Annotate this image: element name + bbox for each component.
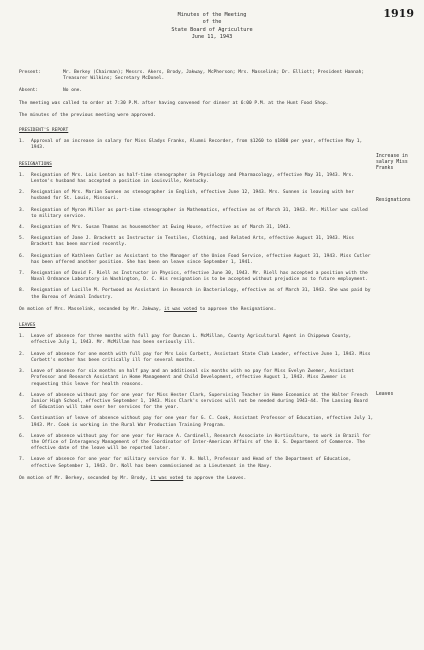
list-item: 3. Resignation of Myron Miller as part-time stenographer in Mathematics, effective as of March 31, 1943. Mr. Miller was called to military service. — [19, 207, 368, 219]
presidents-report-heading: PRESIDENT'S REPORT — [19, 128, 69, 134]
absent-label: Absent: — [19, 88, 39, 94]
margin-note-salary: Increase in salary Miss Franks — [376, 154, 408, 172]
header-date: June 11, 1943 — [191, 34, 233, 41]
list-item: 2. Leave of absence for one month with full pay for Mrs Lois Corbett, Assistant State Club Leader, effective June 1, 1943. Miss Corbett's mother has been critically ill for several months. — [19, 351, 371, 363]
page-number: 1919 — [383, 7, 414, 20]
list-item: 6. Resignation of Kathleen Cutler as Assistant to the Manager of the Union Food Service, effective August 31, 1943. Miss Cutler has been offered another position. She has been on leave since September 1, 1941. — [19, 253, 371, 265]
resignations-list — [19, 173, 374, 301]
resignations-heading: RESIGNATIONS — [19, 161, 52, 167]
list-item: 1. Approval of an increase in salary for Miss Gladys Franks, Alumni Recorder, from $1260 to $1800 per year, effective May 1, 1943. — [19, 139, 363, 151]
list-item: 4. Resignation of Mrs. Susan Thomas as housemother at Ewing House, effective as of March 31, 1943. — [19, 225, 292, 231]
list-item: 5. Resignation of Jane J. Brackett as Instructor in Textiles, Clothing, and Related Arts, effective August 31, 1943. Miss Brackett has been married recently. — [19, 236, 355, 248]
list-item: 2. Resignation of Mrs. Marian Sunnen as stenographer in English, effective June 12, 1943. Mrs. Sunnen is leaving with her husband for St. Louis, Missouri. — [19, 190, 355, 202]
list-item: 8. Resignation of Lucille M. Portwood as Assistant in Research in Bacteriology, effective as of March 31, 1943. She was paid by the Bureau of Animal Industry. — [19, 288, 371, 300]
list-item: 1. Resignation of Mrs. Lois Lenton as half-time stenographer in Physiology and Pharmacology, effective May 31, 1943. Mrs. Lenton's husband has accepted a position in Louisville, Kentucky. — [19, 172, 355, 185]
leaves-motion: On motion of Mr. Berkey, seconded by Mr. Brody, it was voted to approve the Leaves. — [19, 475, 247, 481]
header-line: State Board of Agriculture — [171, 26, 253, 33]
minutes-approved: The minutes of the previous meeting were approved. — [19, 112, 156, 118]
call-to-order: The meeting was called to order at 7:30 P.M. after having convened for dinner at 6:00 P.M. at the Hunt Food Shop. — [19, 100, 329, 106]
present-text: Mr. Berkey (Chairman); Messrs. Akers, Brody, Jakway, McPherson; Mrs. Masselink; Dr. Elliott; President Hannah; Treasurer Wilkins; Secretary McDonel. — [63, 70, 365, 82]
list-item: 3. Leave of absence for six months on half pay and an additional six months with no pay for Miss Evelyn Zwemer, Assistant Professor and Research Assistant in Home Management and Child Development, effective August 1, 1943. Miss Zwemer is requesting this leave for health reasons. — [19, 369, 355, 387]
resignations-motion: On motion of Mrs. Masselink, seconded by Mr. Jakway, it was voted to approve the Resignations. — [19, 306, 277, 312]
absent-text: No one. — [63, 88, 83, 94]
list-item: 6. Leave of absence without pay for one year for Horace A. Cardinell, Research Associate in Horticulture, to work in Brazil for the Office of Interagency Management of the Coordinator of Inter-American Affairs of the U. S. Department of Commerce. The effective date of the leave will be reported later. — [19, 433, 371, 452]
margin-note-leaves: Leaves — [376, 392, 394, 397]
list-item: 5. Continuation of leave of absence without pay for one year for G. C. Cook, Assistant Professor of Education, effective July 1, 1943. Mr. Cook is working in the Rural War Production Training Program. — [19, 416, 374, 428]
minutes-body — [19, 70, 374, 482]
margin-note-resignations: Resignations — [376, 198, 411, 203]
header-line: of the — [202, 19, 222, 26]
leaves-list — [19, 334, 374, 469]
list-item: 7. Resignation of David F. Riell as Instructor in Physics, effective June 30, 1943. Mr. Riell has accepted a position with the Naval Ordnance Laboratory in Washington, D. C. His resignation is to be accepted without prejudice as to future employment. — [19, 271, 368, 283]
document-header — [0, 12, 424, 42]
present-row — [19, 70, 374, 82]
list-item: 4. Leave of absence without pay for one year for Miss Hester Clark, Supervising Teacher in Home Economics at the Walter French Junior High School, effective September 1, 1943. Miss Clark's services will not be needed during 1943-44. The Lansing Board of Education will take over her services for the year. — [19, 392, 368, 411]
leaves-heading: LEAVES — [19, 323, 36, 329]
header-line: Minutes of the Meeting — [177, 12, 247, 18]
list-item: 7. Leave of absence for one year for military service for V. R. Noll, Professor and Head of the Department of Education, effective September 1, 1943. Dr. Noll has been commissioned as a Lieutenant in the Navy. — [19, 457, 352, 469]
presidents-report-list — [19, 139, 374, 151]
present-label: Present: — [19, 70, 41, 75]
list-item: 1. Leave of absence for three months with full pay for Duncan L. McMillan, County Agricultural Agent in Chippewa County, effective July 1, 1943. Mr. McMillan has been seriously ill. — [19, 334, 352, 346]
